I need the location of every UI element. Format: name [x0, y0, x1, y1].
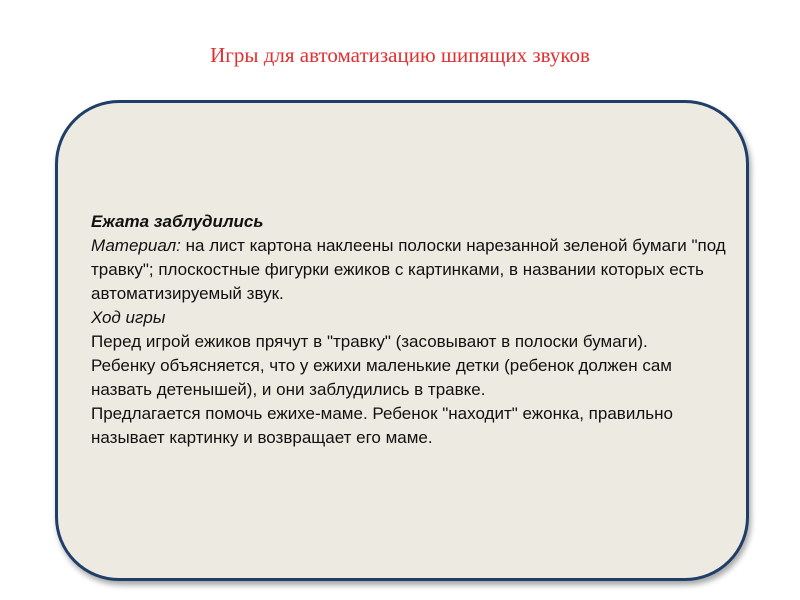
game-name: Ежата заблудились	[91, 212, 264, 231]
material-paragraph	[91, 234, 731, 306]
paragraph-1: Перед игрой ежиков прячут в "травку" (засовывают в полоски бумаги).	[91, 332, 648, 351]
slide-title: Игры для автоматизацию шипящих звуков	[210, 43, 590, 67]
material-label: Материал:	[91, 236, 181, 255]
material-text: на лист картона наклеены полоски нарезанной зеленой бумаги "под травку"; плоскостные фигурки ежиков с картинками, в названии которых есть автоматизируемый звук.	[91, 236, 726, 303]
content-card	[55, 100, 749, 581]
paragraph-3: Предлагается помочь ежихе-маме. Ребенок "находит" ежонка, правильно называет картинку и возвращает его маме.	[91, 404, 673, 447]
paragraph-2: Ребенку объясняется, что у ежихи маленькие детки (ребенок должен сам назвать детенышей), и они заблудились в травке.	[91, 356, 672, 399]
card-text	[91, 210, 731, 450]
progress-label: Ход игры	[91, 308, 166, 327]
